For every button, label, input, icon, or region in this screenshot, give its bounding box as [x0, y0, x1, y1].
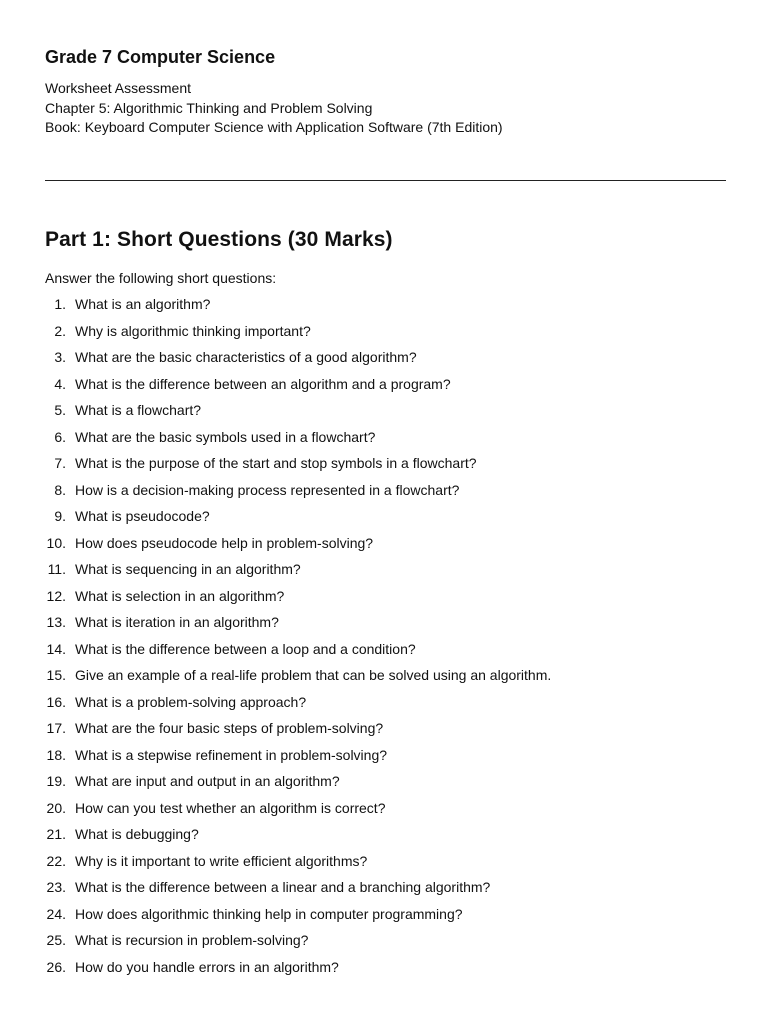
question-number: 24.	[46, 905, 66, 922]
question-number: 23.	[46, 879, 66, 895]
question-item	[45, 745, 551, 772]
meta-worksheet-type: Worksheet Assessment	[45, 80, 192, 96]
question-number: 4.	[54, 375, 66, 392]
question-number: 9.	[54, 508, 66, 524]
question-text: What is the difference between a loop and a condition?	[75, 640, 416, 657]
question-text: What are the basic symbols used in a flowchart?	[75, 428, 376, 445]
question-text: What is a stepwise refinement in problem-solving?	[75, 746, 388, 763]
question-text: How can you test whether an algorithm is correct?	[75, 799, 386, 816]
question-item	[45, 506, 551, 533]
question-number: 22.	[46, 852, 66, 869]
meta-book: Book: Keyboard Computer Science with Application Software (7th Edition)	[45, 119, 503, 135]
question-text: What is a flowchart?	[75, 402, 202, 418]
question-item	[45, 930, 551, 957]
part-title: Part 1: Short Questions (30 Marks)	[45, 228, 393, 251]
question-text: What is debugging?	[75, 826, 199, 842]
question-item	[45, 665, 551, 692]
question-number: 20.	[46, 799, 66, 816]
question-item	[45, 533, 551, 560]
question-item	[45, 957, 551, 984]
question-item	[45, 851, 551, 878]
question-item	[45, 374, 551, 401]
question-item	[45, 347, 551, 374]
question-text: How do you handle errors in an algorithm?	[75, 958, 339, 975]
question-text: How does algorithmic thinking help in computer programming?	[75, 905, 463, 922]
question-text: What are the four basic steps of problem-solving?	[75, 720, 384, 736]
question-text: What is a problem-solving approach?	[75, 693, 307, 710]
question-item	[45, 904, 551, 931]
question-item	[45, 427, 551, 454]
question-item	[45, 612, 551, 639]
meta-chapter: Chapter 5: Algorithmic Thinking and Problem Solving	[45, 99, 373, 116]
question-item	[45, 321, 551, 348]
question-text: How does pseudocode help in problem-solving?	[75, 534, 374, 551]
question-text: What is the purpose of the start and stop symbols in a flowchart?	[75, 455, 477, 471]
question-text: What is pseudocode?	[75, 508, 210, 524]
question-number: 16.	[46, 693, 66, 710]
question-item	[45, 718, 551, 745]
question-item	[45, 771, 551, 798]
question-number: 13.	[46, 614, 66, 630]
question-number: 10.	[46, 534, 66, 551]
question-item	[45, 453, 551, 480]
question-number: 14.	[46, 640, 66, 657]
instructions: Answer the following short questions:	[45, 270, 277, 286]
question-item	[45, 480, 551, 507]
question-text: What is selection in an algorithm?	[75, 587, 285, 604]
document-meta	[45, 79, 503, 138]
question-number: 2.	[54, 322, 66, 339]
question-item	[45, 798, 551, 825]
question-text: What is recursion in problem-solving?	[75, 932, 309, 948]
question-item	[45, 559, 551, 586]
question-text: How is a decision-making process represented in a flowchart?	[75, 481, 460, 498]
question-text: What is the difference between a linear and a branching algorithm?	[75, 879, 491, 895]
question-number: 17.	[46, 720, 66, 736]
question-item	[45, 586, 551, 613]
question-number: 7.	[54, 455, 66, 471]
document-title: Grade 7 Computer Science	[45, 47, 276, 67]
question-text: What is sequencing in an algorithm?	[75, 561, 301, 577]
question-item	[45, 824, 551, 851]
question-number: 6.	[54, 428, 66, 445]
question-text: What are the basic characteristics of a good algorithm?	[75, 349, 417, 365]
question-text: What are input and output in an algorithm?	[75, 773, 340, 789]
question-text: What is iteration in an algorithm?	[75, 614, 279, 630]
question-number: 11.	[47, 561, 66, 577]
question-list	[45, 294, 551, 983]
question-number: 19.	[46, 773, 66, 789]
question-number: 21.	[46, 826, 66, 842]
question-item	[45, 692, 551, 719]
question-text: Why is algorithmic thinking important?	[75, 322, 311, 339]
question-item	[45, 400, 551, 427]
question-number: 18.	[46, 746, 66, 763]
question-number: 26.	[46, 958, 66, 975]
question-number: 25.	[46, 932, 66, 948]
header-divider	[45, 180, 726, 181]
question-number: 3.	[54, 349, 66, 365]
question-text: Give an example of a real-life problem that can be solved using an algorithm.	[75, 667, 552, 683]
question-text: Why is it important to write efficient algorithms?	[75, 852, 368, 869]
question-number: 5.	[54, 402, 66, 418]
question-item	[45, 294, 551, 321]
question-number: 15.	[46, 667, 66, 683]
question-text: What is the difference between an algorithm and a program?	[75, 375, 451, 392]
question-number: 8.	[54, 481, 66, 498]
question-item	[45, 877, 551, 904]
question-number: 12.	[46, 587, 66, 604]
question-text: What is an algorithm?	[75, 296, 211, 312]
question-number: 1.	[54, 296, 66, 312]
question-item	[45, 639, 551, 666]
